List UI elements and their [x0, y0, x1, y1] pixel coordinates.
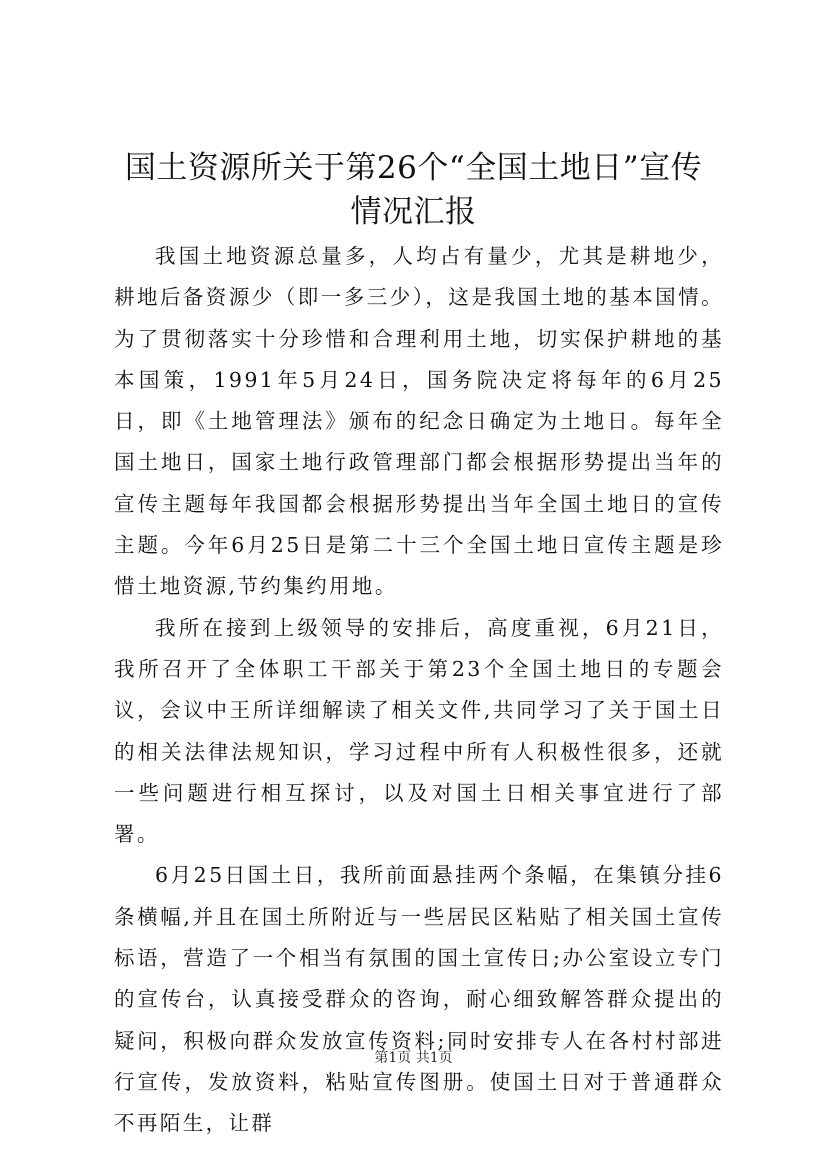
paragraph-3: 6月25日国土日，我所前面悬挂两个条幅，在集镇分挂6条横幅,并且在国土所附近与一些居民区粘贴了相关国土宣传标语，营造了一个相当有氛围的国土宣传日;办公室设立专门的宣传台，认真接受群众的咨询，耐心细致解答群众提出的疑问，积极向群众发放宣传资料;同时安排专人在各村村部进行宣传，发放资料，粘贴宣传图册。使国土日对于普通群众不再陌生，让群	[114, 863, 724, 1136]
title-line-1: 国土资源所关于第26个“全国土地日”宣传	[124, 150, 703, 186]
paragraph-1: 我国土地资源总量多，人均占有量少，尤其是耕地少，耕地后备资源少（即一多三少），这是我国土地的基本国情。为了贯彻落实十分珍惜和合理利用土地，切实保护耕地的基本国策，1991年5月24日，国务院决定将每年的6月25日，即《土地管理法》颁布的纪念日确定为土地日。每年全国土地日，国家土地行政管理部门都会根据形势提出当年的宣传主题每年我国都会根据形势提出当年全国土地日的宣传主题。今年6月25日是第二十三个全国土地日宣传主题是珍惜土地资源,节约集约用地。	[114, 244, 724, 599]
page-footer: 第1页 共1页	[374, 1050, 453, 1066]
title-line-2: 情况汇报	[350, 194, 477, 230]
document-title	[90, 146, 737, 234]
paragraph-2: 我所在接到上级领导的安排后，高度重视，6月21日，我所召开了全体职工干部关于第23个全国土地日的专题会议，会议中王所详细解读了相关文件,共同学习了关于国土日的相关法律法规知识，学习过程中所有人积极性很多，还就一些问题进行相互探讨，以及对国土日相关事宜进行了部署。	[114, 615, 724, 847]
document-body	[114, 236, 724, 1145]
